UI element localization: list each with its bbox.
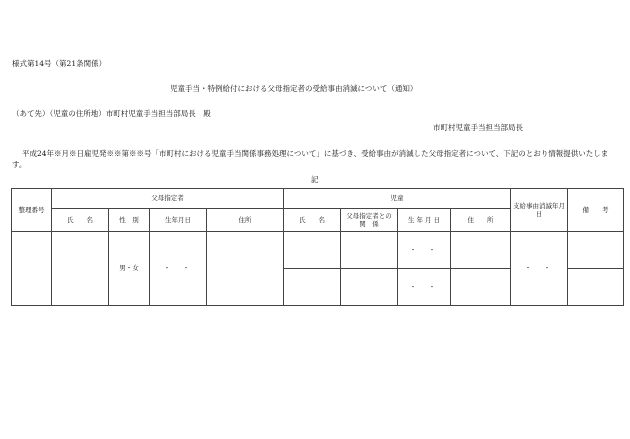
cell-gender[interactable]: 男・女 [109, 232, 150, 306]
cell-bikou-2[interactable] [568, 269, 624, 306]
header-seiri-bangou: 整理番号 [12, 189, 52, 232]
subheader-jidou-kankei: 父母指定者との 関 係 [341, 209, 398, 232]
subheader-jidou-jusho: 住 所 [451, 209, 511, 232]
cell-child1-kankei[interactable] [341, 232, 398, 269]
document-title: 児童手当・特例給付における父母指定者の受給事由消滅について（通知） [170, 84, 418, 93]
cell-bikou-1[interactable] [568, 232, 624, 269]
cell-child2-kankei[interactable] [341, 269, 398, 306]
body-text: 平成24年※月※日雇児発※※第※※号「市町村における児童手当関係事務処理について」に基づき、受給事由が消滅した父母指定者について、下記のとおり情報提供いたします。 [12, 149, 609, 169]
header-jidou: 児童 [284, 189, 511, 209]
cell-child1-dob[interactable]: ・ ・ [398, 232, 451, 269]
addressee: （あて先）（児童の住所地）市町村児童手当担当部局長 殿 [12, 109, 211, 118]
subheader-jidou-seinengappi: 生 年 月 日 [398, 209, 451, 232]
cell-child2-shimei[interactable] [284, 269, 341, 306]
cell-seiri-bangou[interactable] [12, 232, 52, 306]
subheader-fubo-shimei: 氏 名 [52, 209, 109, 232]
subheader-fubo-seinengappi: 生年月日 [150, 209, 207, 232]
notification-table [11, 188, 624, 306]
subheader-fubo-jusho: 住所 [207, 209, 284, 232]
cell-child1-jusho[interactable] [451, 232, 511, 269]
form-number: 様式第14号（第21条関係） [12, 59, 107, 68]
cell-fubo-jusho[interactable] [207, 232, 284, 306]
cell-child2-dob[interactable]: ・ ・ [398, 269, 451, 306]
cell-child2-jusho[interactable] [451, 269, 511, 306]
sender: 市町村児童手当担当部局長 [433, 123, 523, 132]
cell-fubo-shimei[interactable] [52, 232, 109, 306]
cell-shometsu-date[interactable]: ・ ・ [511, 232, 568, 306]
header-shikyu-shometsu: 支給事由消滅年月日 [511, 189, 568, 232]
subheader-jidou-shimei: 氏 名 [284, 209, 341, 232]
header-bikou: 備 考 [568, 189, 624, 232]
subheader-fubo-seibetsu: 性 別 [109, 209, 150, 232]
cell-child1-shimei[interactable] [284, 232, 341, 269]
cell-parent-dob[interactable]: ・ ・ [150, 232, 207, 306]
ki-heading: 記 [311, 175, 319, 184]
header-fubo-shiteisha: 父母指定者 [52, 189, 284, 209]
